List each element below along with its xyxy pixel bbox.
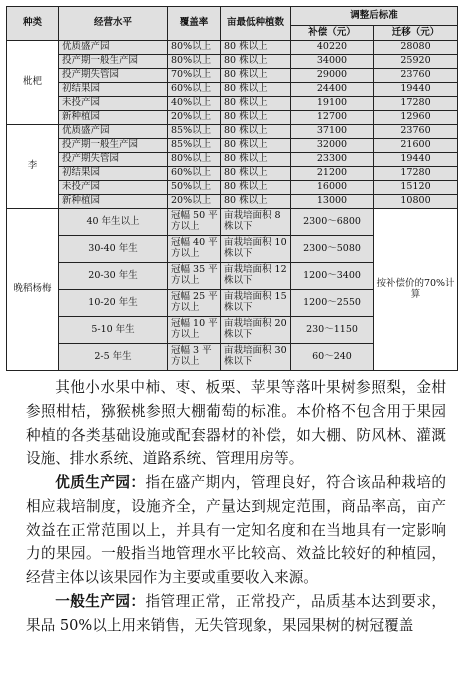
table-row bbox=[7, 41, 458, 55]
table-row bbox=[7, 209, 458, 236]
density-cell: 80 株以上 bbox=[221, 97, 291, 111]
level-cell: 新种植园 bbox=[59, 195, 168, 209]
header-coverage: 覆盖率 bbox=[168, 7, 221, 41]
density-cell: 亩栽培面积 8 株以下 bbox=[221, 209, 291, 236]
relocation-cell: 10800 bbox=[374, 195, 458, 209]
coverage-cell: 80%以上 bbox=[168, 55, 221, 69]
coverage-cell: 20%以上 bbox=[168, 195, 221, 209]
header-level: 经营水平 bbox=[59, 7, 168, 41]
paragraph-quality-orchard bbox=[26, 471, 446, 590]
relocation-note-cell: 按补偿价的70%计算 bbox=[374, 209, 458, 371]
coverage-cell: 冠幅 35 平方以上 bbox=[168, 263, 221, 290]
density-cell: 亩栽培面积 20 株以下 bbox=[221, 317, 291, 344]
density-cell: 80 株以上 bbox=[221, 55, 291, 69]
table-row bbox=[7, 153, 458, 167]
compensation-cell: 60～240 bbox=[291, 344, 374, 371]
density-cell: 80 株以上 bbox=[221, 111, 291, 125]
coverage-cell: 冠幅 3 平方以上 bbox=[168, 344, 221, 371]
age-cell: 10-20 年生 bbox=[59, 290, 168, 317]
table-row bbox=[7, 181, 458, 195]
age-cell: 20-30 年生 bbox=[59, 263, 168, 290]
density-cell: 亩栽培面积 12 株以下 bbox=[221, 263, 291, 290]
relocation-cell: 19440 bbox=[374, 83, 458, 97]
density-cell: 80 株以上 bbox=[221, 41, 291, 55]
table-row bbox=[7, 83, 458, 97]
compensation-cell: 1200～2550 bbox=[291, 290, 374, 317]
age-cell: 2-5 年生 bbox=[59, 344, 168, 371]
coverage-cell: 冠幅 10 平方以上 bbox=[168, 317, 221, 344]
relocation-cell: 23760 bbox=[374, 69, 458, 83]
level-cell: 投产期一般生产园 bbox=[59, 139, 168, 153]
table-row bbox=[7, 111, 458, 125]
header-relocation: 迁移（元） bbox=[374, 26, 458, 41]
compensation-cell: 37100 bbox=[291, 125, 374, 139]
compensation-cell: 21200 bbox=[291, 167, 374, 181]
compensation-cell: 24400 bbox=[291, 83, 374, 97]
level-cell: 新种植园 bbox=[59, 111, 168, 125]
relocation-cell: 28080 bbox=[374, 41, 458, 55]
definition-quality-orchard: 指在盛产期内，管理良好，符合该品种栽培的相应栽培制度，设施齐全，产量达到规定范围，商品率高，亩产效益在正常范围以上，并具有一定知名度和在当地具有一定影响力的果园。一般指当地管理水平比较高、效益比较好的种植园，经营主体以该果园作为主要或重要收入来源。 bbox=[26, 474, 446, 587]
compensation-cell: 230～1150 bbox=[291, 317, 374, 344]
level-cell: 未投产园 bbox=[59, 97, 168, 111]
relocation-cell: 25920 bbox=[374, 55, 458, 69]
coverage-cell: 冠幅 25 平方以上 bbox=[168, 290, 221, 317]
relocation-cell: 17280 bbox=[374, 97, 458, 111]
compensation-cell: 2300～6800 bbox=[291, 209, 374, 236]
relocation-cell: 17280 bbox=[374, 167, 458, 181]
compensation-cell: 19100 bbox=[291, 97, 374, 111]
density-cell: 亩栽培面积 10 株以下 bbox=[221, 236, 291, 263]
term-quality-orchard: 优质生产园： bbox=[55, 474, 146, 492]
coverage-cell: 冠幅 40 平方以上 bbox=[168, 236, 221, 263]
compensation-cell: 32000 bbox=[291, 139, 374, 153]
level-cell: 初结果园 bbox=[59, 167, 168, 181]
coverage-cell: 20%以上 bbox=[168, 111, 221, 125]
level-cell: 优质盛产园 bbox=[59, 41, 168, 55]
density-cell: 80 株以上 bbox=[221, 167, 291, 181]
density-cell: 80 株以上 bbox=[221, 69, 291, 83]
header-min-density: 亩最低种植数 bbox=[221, 7, 291, 41]
level-cell: 未投产园 bbox=[59, 181, 168, 195]
table-row bbox=[7, 97, 458, 111]
coverage-cell: 60%以上 bbox=[168, 83, 221, 97]
level-cell: 投产期一般生产园 bbox=[59, 55, 168, 69]
coverage-cell: 冠幅 50 平方以上 bbox=[168, 209, 221, 236]
coverage-cell: 80%以上 bbox=[168, 153, 221, 167]
coverage-cell: 80%以上 bbox=[168, 41, 221, 55]
table-row bbox=[7, 125, 458, 139]
level-cell: 优质盛产园 bbox=[59, 125, 168, 139]
coverage-cell: 50%以上 bbox=[168, 181, 221, 195]
compensation-cell: 13000 bbox=[291, 195, 374, 209]
term-general-orchard: 一般生产园： bbox=[55, 593, 146, 611]
compensation-cell: 23300 bbox=[291, 153, 374, 167]
compensation-cell: 16000 bbox=[291, 181, 374, 195]
coverage-cell: 85%以上 bbox=[168, 125, 221, 139]
table-row bbox=[7, 139, 458, 153]
body-text bbox=[26, 376, 446, 638]
density-cell: 80 株以上 bbox=[221, 139, 291, 153]
species-cell: 李 bbox=[7, 125, 59, 209]
table-row bbox=[7, 55, 458, 69]
relocation-cell: 15120 bbox=[374, 181, 458, 195]
compensation-cell: 1200～3400 bbox=[291, 263, 374, 290]
level-cell: 初结果园 bbox=[59, 83, 168, 97]
header-compensation: 补偿（元） bbox=[291, 26, 374, 41]
table-row bbox=[7, 69, 458, 83]
compensation-cell: 12700 bbox=[291, 111, 374, 125]
species-cell: 枇杷 bbox=[7, 41, 59, 125]
age-cell: 30-40 年生 bbox=[59, 236, 168, 263]
density-cell: 80 株以上 bbox=[221, 181, 291, 195]
coverage-cell: 85%以上 bbox=[168, 139, 221, 153]
paragraph-general-orchard bbox=[26, 590, 446, 638]
species-cell: 晚稻杨梅 bbox=[7, 209, 59, 371]
compensation-table bbox=[6, 6, 458, 371]
compensation-cell: 40220 bbox=[291, 41, 374, 55]
table-row bbox=[7, 195, 458, 209]
relocation-cell: 19440 bbox=[374, 153, 458, 167]
density-cell: 亩栽培面积 15 株以下 bbox=[221, 290, 291, 317]
density-cell: 80 株以上 bbox=[221, 83, 291, 97]
relocation-cell: 21600 bbox=[374, 139, 458, 153]
level-cell: 投产期失管园 bbox=[59, 153, 168, 167]
density-cell: 80 株以上 bbox=[221, 125, 291, 139]
relocation-cell: 12960 bbox=[374, 111, 458, 125]
header-species: 种类 bbox=[7, 7, 59, 41]
density-cell: 80 株以上 bbox=[221, 195, 291, 209]
table-row bbox=[7, 167, 458, 181]
definition-general-orchard: 指管理正常，正常投产，品质基本达到要求，果品 50%以上用来销售，无失管现象，果园果树的树冠覆盖 bbox=[26, 593, 446, 634]
density-cell: 80 株以上 bbox=[221, 153, 291, 167]
density-cell: 亩栽培面积 30 株以下 bbox=[221, 344, 291, 371]
compensation-cell: 2300～5080 bbox=[291, 236, 374, 263]
coverage-cell: 60%以上 bbox=[168, 167, 221, 181]
relocation-cell: 23760 bbox=[374, 125, 458, 139]
paragraph-other-fruits: 其他小水果中柿、枣、板栗、苹果等落叶果树参照梨，金柑参照柑桔，猕猴桃参照大棚葡萄的标准。本价格不包含用于果园种植的各类基础设施或配套器材的补偿，如大棚、防风林、灌溉设施、排水系统、道路系统、管理用房等。 bbox=[26, 379, 446, 468]
compensation-cell: 34000 bbox=[291, 55, 374, 69]
age-cell: 5-10 年生 bbox=[59, 317, 168, 344]
coverage-cell: 40%以上 bbox=[168, 97, 221, 111]
coverage-cell: 70%以上 bbox=[168, 69, 221, 83]
age-cell: 40 年生以上 bbox=[59, 209, 168, 236]
level-cell: 投产期失管园 bbox=[59, 69, 168, 83]
compensation-cell: 29000 bbox=[291, 69, 374, 83]
header-standard: 调整后标准 bbox=[291, 7, 458, 26]
